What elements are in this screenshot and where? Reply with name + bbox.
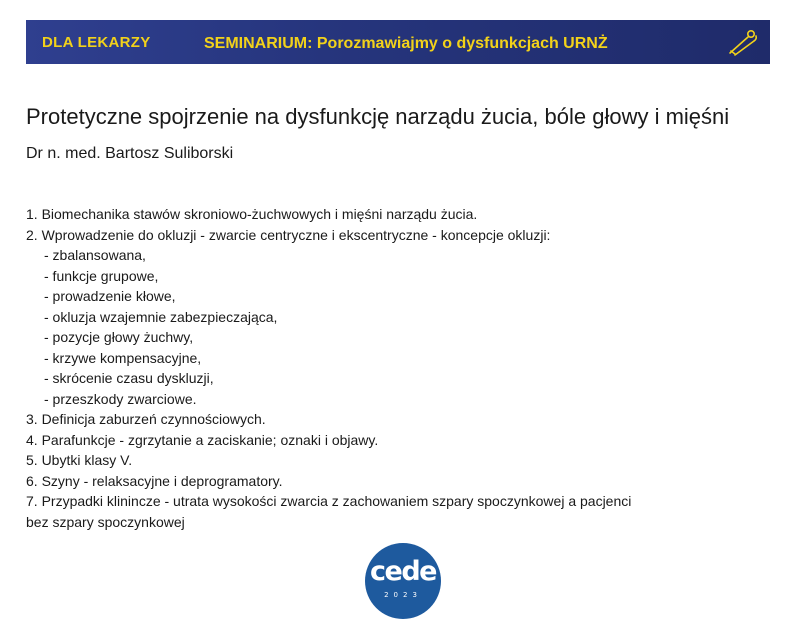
lecture-title: Protetyczne spojrzenie na dysfunkcję narządu żucia, bóle głowy i mięśni xyxy=(26,104,730,129)
program-subitem: - funkcje grupowe, xyxy=(44,267,159,284)
header-banner xyxy=(26,20,770,64)
program-item: 5. Ubytki klasy V. xyxy=(26,452,133,468)
program-subitem: - przeszkody zwarciowe. xyxy=(44,390,197,407)
program-subitem: - zbalansowana, xyxy=(44,247,146,263)
program-subitem: - krzywe kompensacyjne, xyxy=(44,349,202,366)
program-item: 3. Definicja zaburzeń czynnościowych. xyxy=(26,411,266,427)
program-item: 6. Szyny - relaksacyjne i deprogramatory. xyxy=(26,472,283,489)
cede-logo xyxy=(365,543,441,619)
logo-year: 2023 xyxy=(384,591,422,599)
dental-tools-icon xyxy=(726,25,760,59)
program-subitem: - okluzja wzajemnie zabezpieczająca, xyxy=(44,308,278,325)
logo-word: cede xyxy=(370,556,436,587)
program-subitem: - skrócenie czasu dyskluzji, xyxy=(44,370,214,386)
program-list xyxy=(26,204,706,532)
lecture-author: Dr n. med. Bartosz Suliborski xyxy=(26,145,234,162)
program-item: 7. Przypadki klinincze - utrata wysokości zwarcia z zachowaniem szpary spoczynkowej a pacjenci xyxy=(26,493,632,509)
program-subitem: - prowadzenie kłowe, xyxy=(44,288,176,304)
program-subitem: - pozycje głowy żuchwy, xyxy=(44,329,194,345)
seminar-title: SEMINARIUM: Porozmawiajmy o dysfunkcjach URNŻ xyxy=(204,35,608,52)
program-item: 4. Parafunkcje - zgrzytanie a zaciskanie; oznaki i objawy. xyxy=(26,431,379,448)
audience-tag: DLA LEKARZY xyxy=(42,34,151,51)
program-item: 2. Wprowadzenie do okluzji - zwarcie centryczne i ekscentryczne - koncepcje okluzji: xyxy=(26,226,551,243)
program-item: 1. Biomechanika stawów skroniowo-żuchwowych i mięśni narządu żucia. xyxy=(26,206,478,222)
program-item-continuation: bez szpary spoczynkowej xyxy=(26,513,185,530)
